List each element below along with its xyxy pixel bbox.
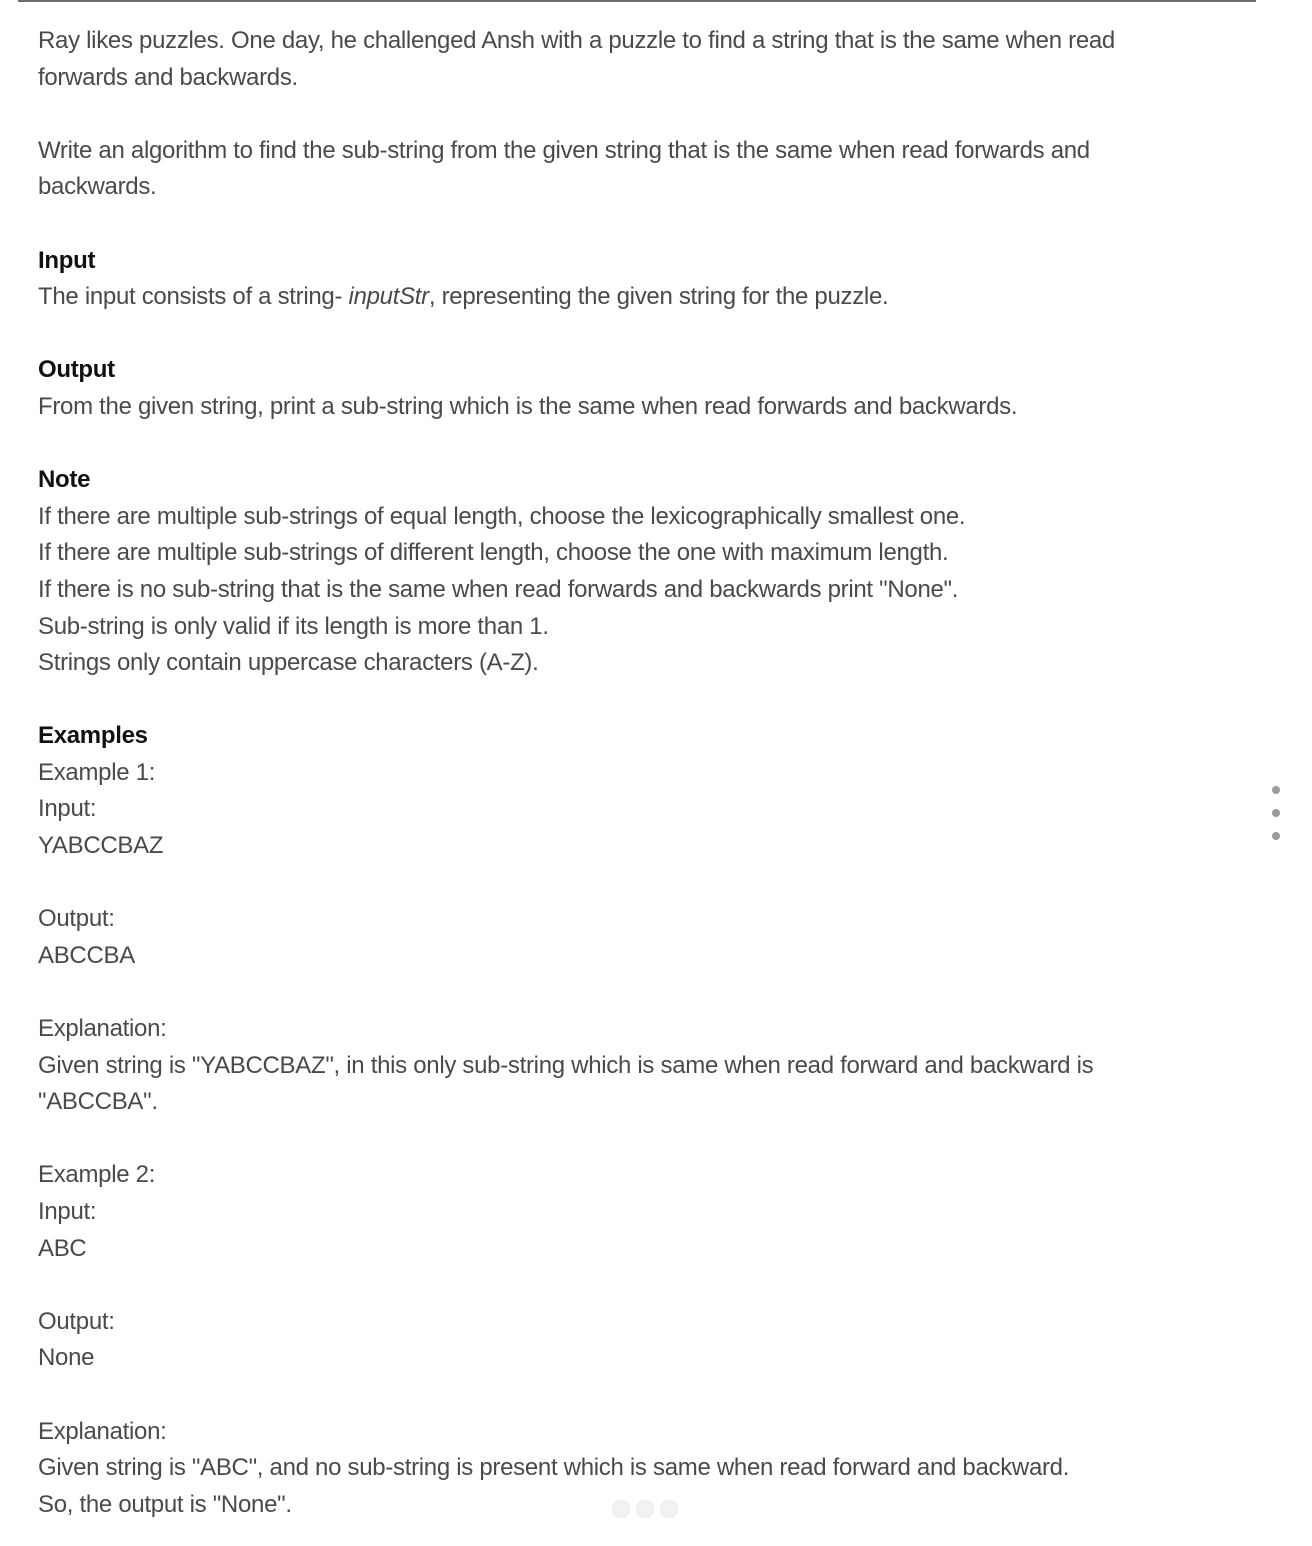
input-description	[38, 279, 1238, 316]
example1-explanation-line-2: "ABCCBA".	[38, 1088, 158, 1116]
examples-heading: Examples	[38, 722, 148, 750]
spacer	[38, 1121, 1238, 1158]
kebab-dot	[1272, 809, 1280, 817]
example1-input-value: YABCCBAZ	[38, 832, 164, 860]
note-line-5: Strings only contain uppercase characters (A-Z).	[38, 649, 539, 677]
pager-dots-icon[interactable]	[612, 1500, 678, 1518]
note-line-1: If there are multiple sub-strings of equal length, choose the lexicographically smallest one.	[38, 502, 966, 530]
note-section	[38, 462, 1238, 682]
task-paragraph	[38, 133, 1238, 206]
spacer	[38, 1377, 1238, 1414]
spacer	[38, 865, 1238, 902]
note-line-2: If there are multiple sub-strings of different length, choose the one with maximum length.	[38, 539, 949, 567]
example2-output-value: None	[38, 1344, 95, 1372]
intro-paragraph	[38, 23, 1238, 96]
example2-input-value: ABC	[38, 1234, 87, 1262]
spacer	[38, 974, 1238, 1011]
example2-explanation-line-1: Given string is "ABC", and no sub-string is present which is same when read forward and backward.	[38, 1454, 1070, 1482]
output-description: From the given string, print a sub-string which is the same when read forwards and backwards.	[38, 392, 1018, 420]
spacer	[38, 1267, 1238, 1304]
output-section	[38, 352, 1238, 425]
input-variable-name: inputStr	[348, 283, 429, 311]
example2-explanation-label: Explanation:	[38, 1417, 167, 1445]
example2-output-label: Output:	[38, 1307, 115, 1335]
intro-line-2: forwards and backwards.	[38, 63, 298, 91]
example1-output-label: Output:	[38, 905, 115, 933]
kebab-dot	[1272, 832, 1280, 840]
example1-title: Example 1:	[38, 758, 156, 786]
input-text-after: , representing the given string for the puzzle.	[428, 283, 889, 311]
note-heading: Note	[38, 466, 91, 494]
top-divider	[18, 0, 1256, 2]
note-line-3: If there is no sub-string that is the same when read forwards and backwards print "None".	[38, 575, 959, 603]
problem-statement	[38, 23, 1238, 1523]
example2-title: Example 2:	[38, 1161, 156, 1189]
input-section	[38, 243, 1238, 316]
example2-explanation-line-2: So, the output is "None".	[38, 1490, 292, 1518]
pager-dot[interactable]	[612, 1500, 630, 1518]
more-vertical-icon[interactable]	[1270, 786, 1282, 840]
output-heading: Output	[38, 356, 115, 384]
note-line-4: Sub-string is only valid if its length is more than 1.	[38, 612, 549, 640]
pager-dot[interactable]	[660, 1500, 678, 1518]
example1-output-value: ABCCBA	[38, 941, 135, 969]
example1-explanation-label: Explanation:	[38, 1015, 167, 1043]
example2-input-label: Input:	[38, 1198, 97, 1225]
task-line-1: Write an algorithm to find the sub-string from the given string that is the same when read forwards and	[38, 136, 1090, 164]
example1-explanation-line-1: Given string is "YABCCBAZ", in this only sub-string which is same when read forward and backward is	[38, 1051, 1094, 1079]
intro-line-1: Ray likes puzzles. One day, he challenged Ansh with a puzzle to find a string that is the same when read	[38, 27, 1115, 54]
input-text-before: The input consists of a string-	[38, 283, 349, 311]
pager-dot[interactable]	[636, 1500, 654, 1518]
examples-section	[38, 718, 1238, 1523]
kebab-dot	[1272, 786, 1280, 794]
example1-input-label: Input:	[38, 795, 97, 823]
input-heading: Input	[38, 246, 96, 274]
task-line-2: backwards.	[38, 173, 157, 201]
